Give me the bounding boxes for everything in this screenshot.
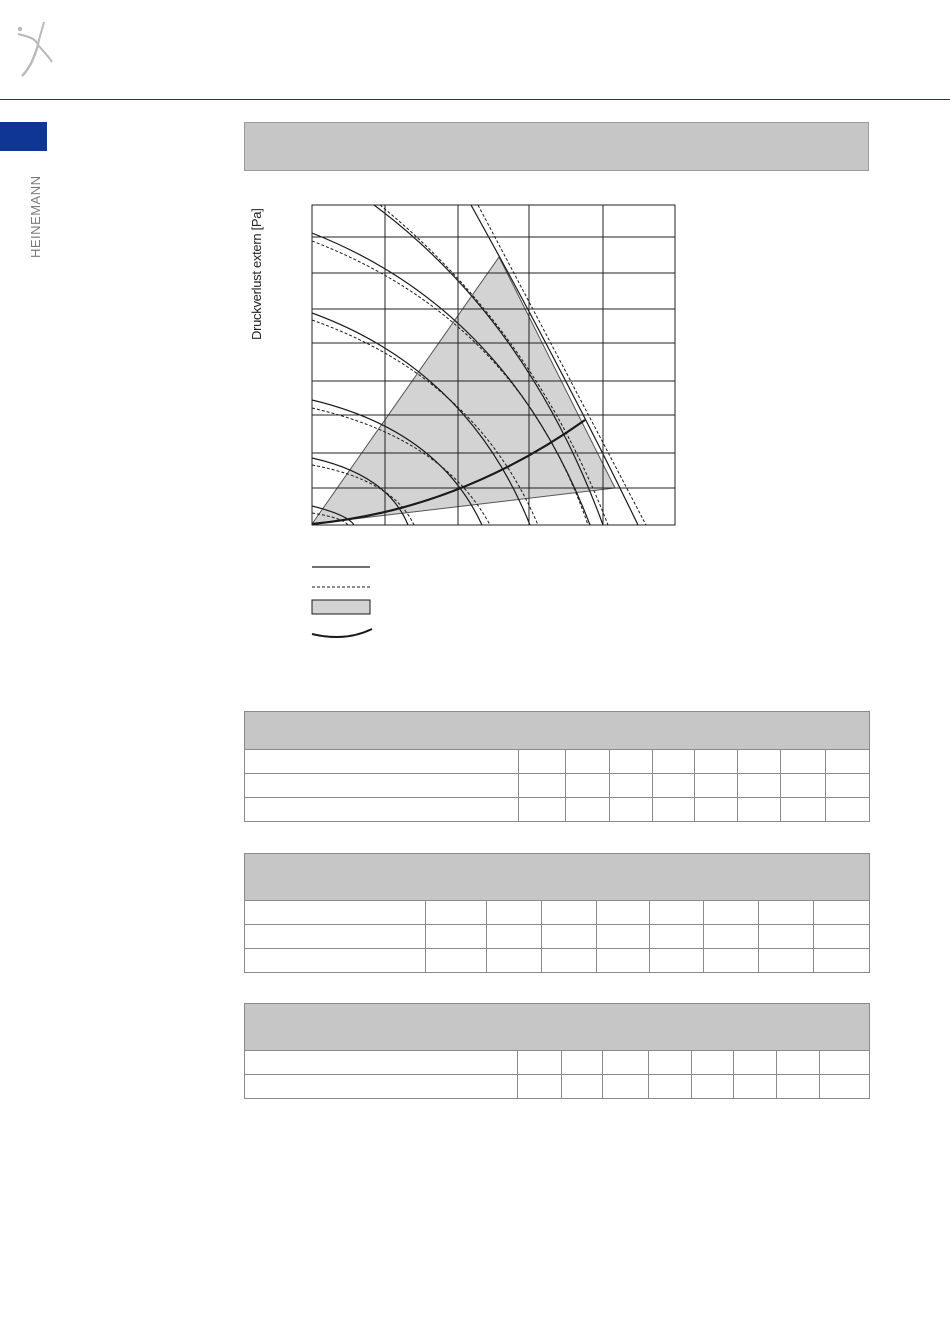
logo-figure-icon (14, 18, 58, 78)
legend-shaded-box (312, 600, 370, 614)
table-header-row (245, 712, 870, 750)
data-table-3 (244, 1003, 870, 1099)
table-row (245, 774, 870, 798)
chart-legend (310, 560, 380, 645)
brand-wordmark: HEINEMANN (28, 175, 43, 258)
table-row (245, 798, 870, 822)
table-row (245, 1075, 870, 1099)
table-row (245, 901, 870, 925)
operating-range-region (312, 257, 615, 524)
header-rule (0, 99, 950, 100)
table-row (245, 750, 870, 774)
legend-bold-curve (312, 629, 372, 637)
table-header-row (245, 854, 870, 901)
chart-y-axis-label: Druckverlust extern [Pa] (249, 208, 264, 340)
table-row (245, 925, 870, 949)
side-tab-marker (0, 122, 47, 151)
chart-title-bar (244, 122, 869, 171)
data-table-1 (244, 711, 870, 822)
data-table-2 (244, 853, 870, 973)
table-row (245, 949, 870, 973)
table-row (245, 1051, 870, 1075)
table-header-row (245, 1004, 870, 1051)
pressure-chart (308, 200, 678, 530)
